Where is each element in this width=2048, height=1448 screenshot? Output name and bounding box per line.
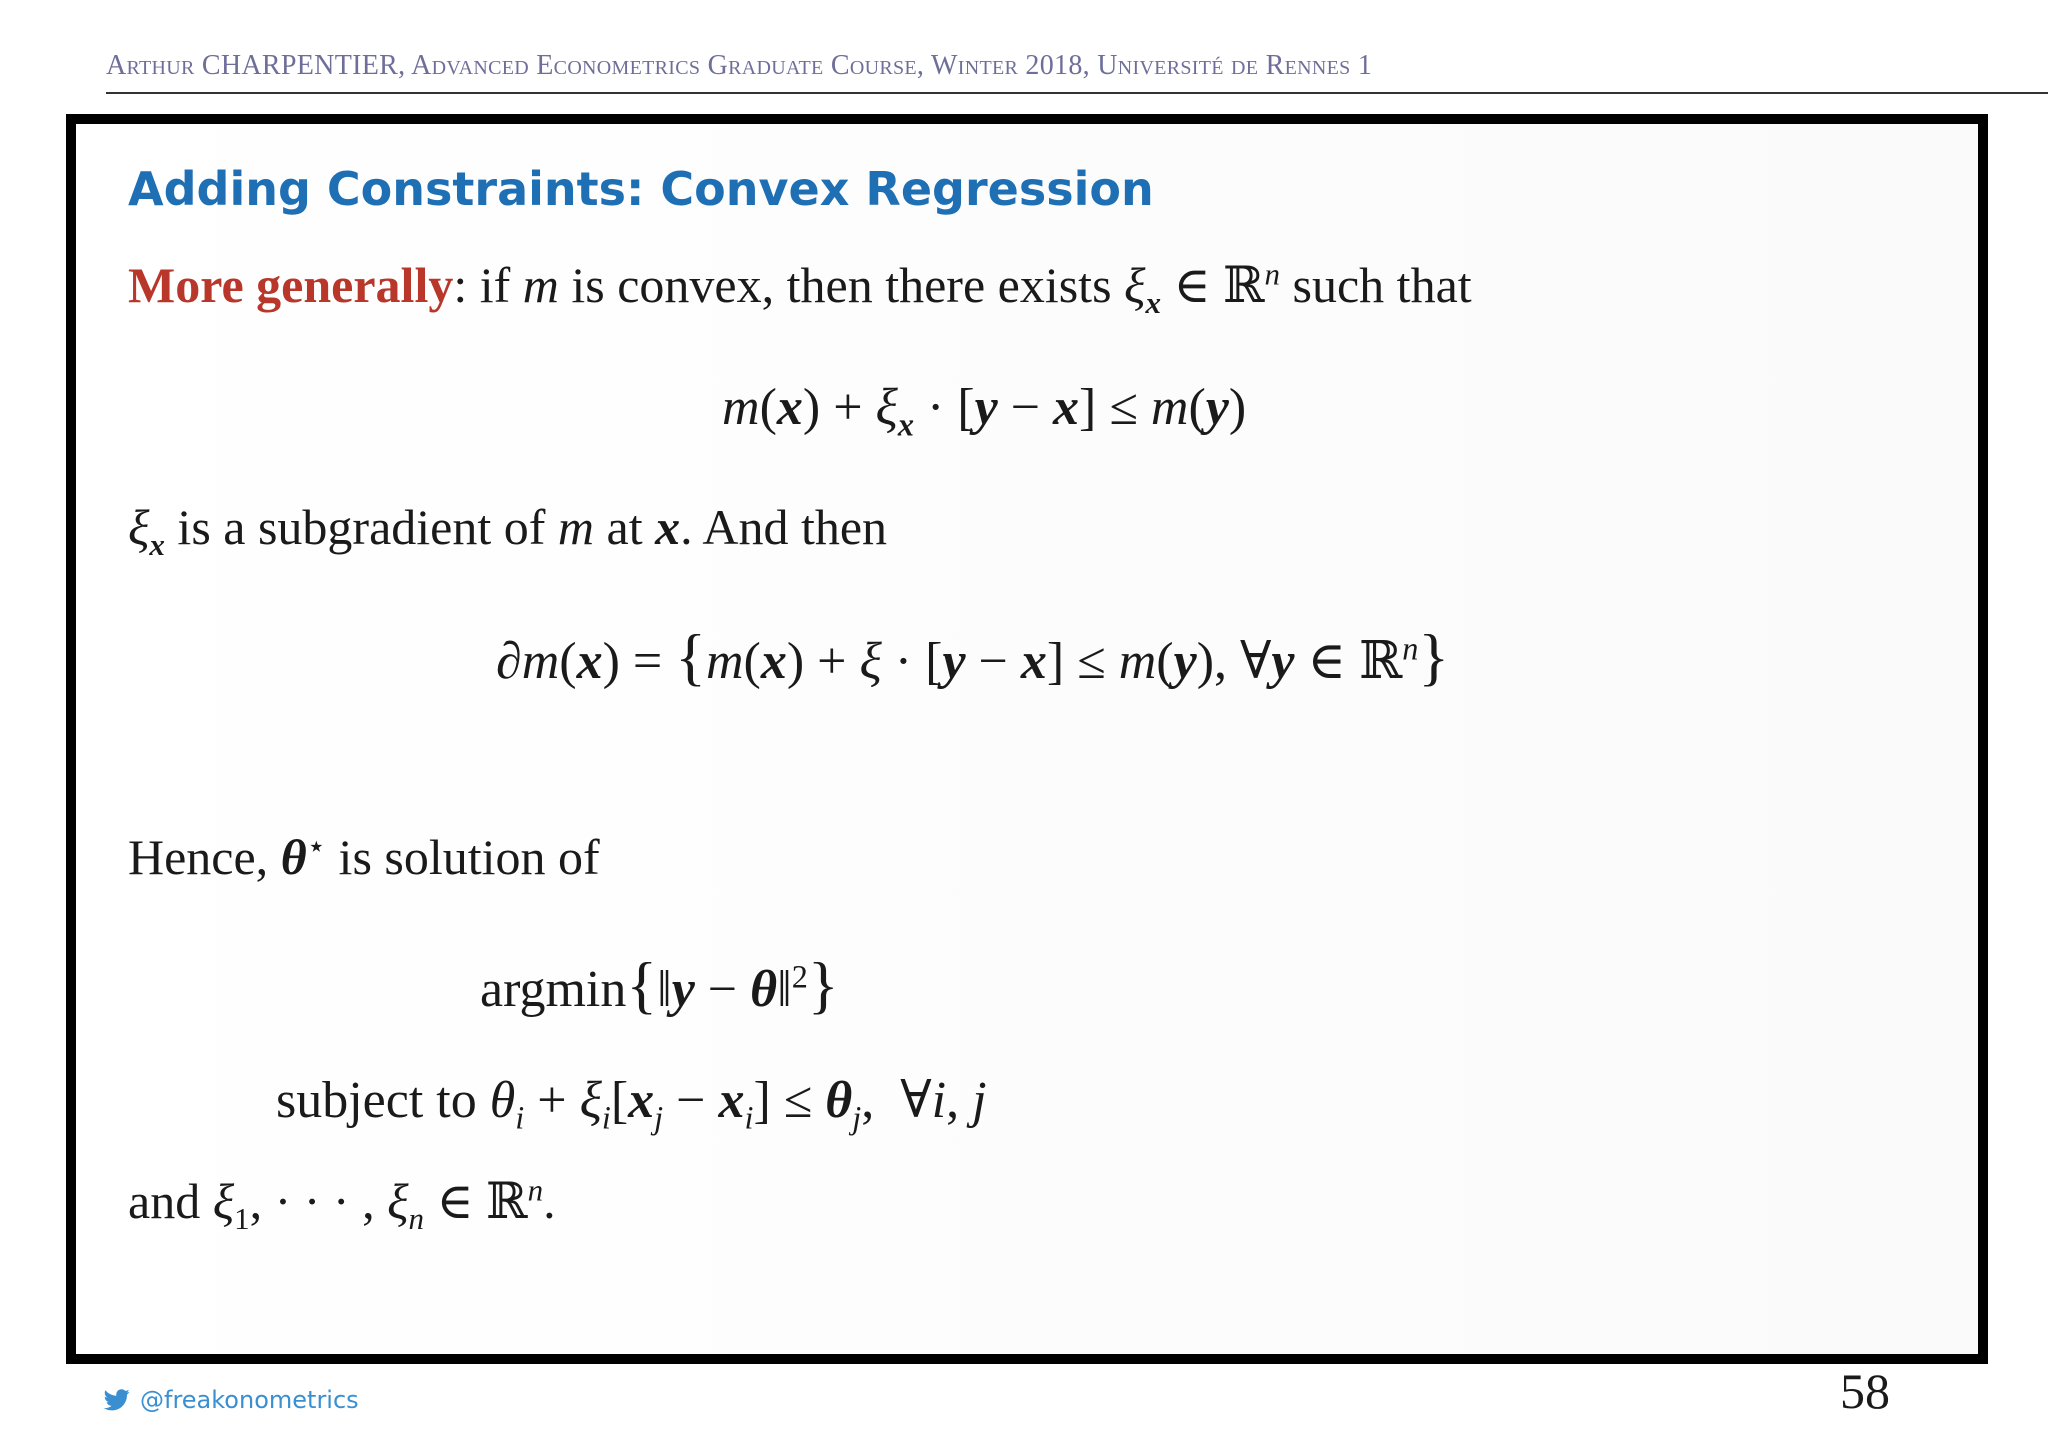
page-number: 58 [1840, 1363, 1890, 1419]
lead-bold: More generally [128, 257, 454, 313]
equation-subdifferential: ∂m(x) = {m(x) + ξ · [y − x] ≤ m(y), ∀y ∈ ℝ$^n$} [496, 621, 1450, 692]
subgradient-sentence: $\xi_x$ is a subgradient of m at x. And then [128, 499, 888, 562]
lead-rest: : if m is convex, then there exists $\xi_x$ ∈ ℝ$^n$ such that [453, 256, 1472, 320]
equation-argmin: argmin{‖y − θ‖$^2$} [480, 949, 839, 1020]
twitter-handle: @freakonometrics [140, 1386, 359, 1414]
and-sentence: and $\xi_1$, · · · , $\xi_n$ ∈ ℝ$^n$. [128, 1172, 556, 1236]
header-rule [106, 92, 2048, 94]
equation-constraint: subject to $\theta_i + \xi_i[x_j - x_i] \le \theta_j$, ∀i, j [276, 1072, 987, 1136]
equation-subgradient-inequality: $m(x) + \xi_x \cdot [y - x] \le m(y)$ [722, 379, 1247, 443]
hence-sentence: Hence, θ⋆ is solution of [128, 828, 600, 885]
slide-title: Adding Constraints: Convex Regression [128, 162, 1154, 216]
twitter-bird-icon [104, 1389, 130, 1411]
twitter-handle-link[interactable] [104, 1386, 359, 1414]
lead-line [128, 256, 1472, 320]
running-header: Arthur CHARPENTIER, Advanced Econometrics Graduate Course, Winter 2018, Université de Rennes 1 [106, 50, 1373, 81]
